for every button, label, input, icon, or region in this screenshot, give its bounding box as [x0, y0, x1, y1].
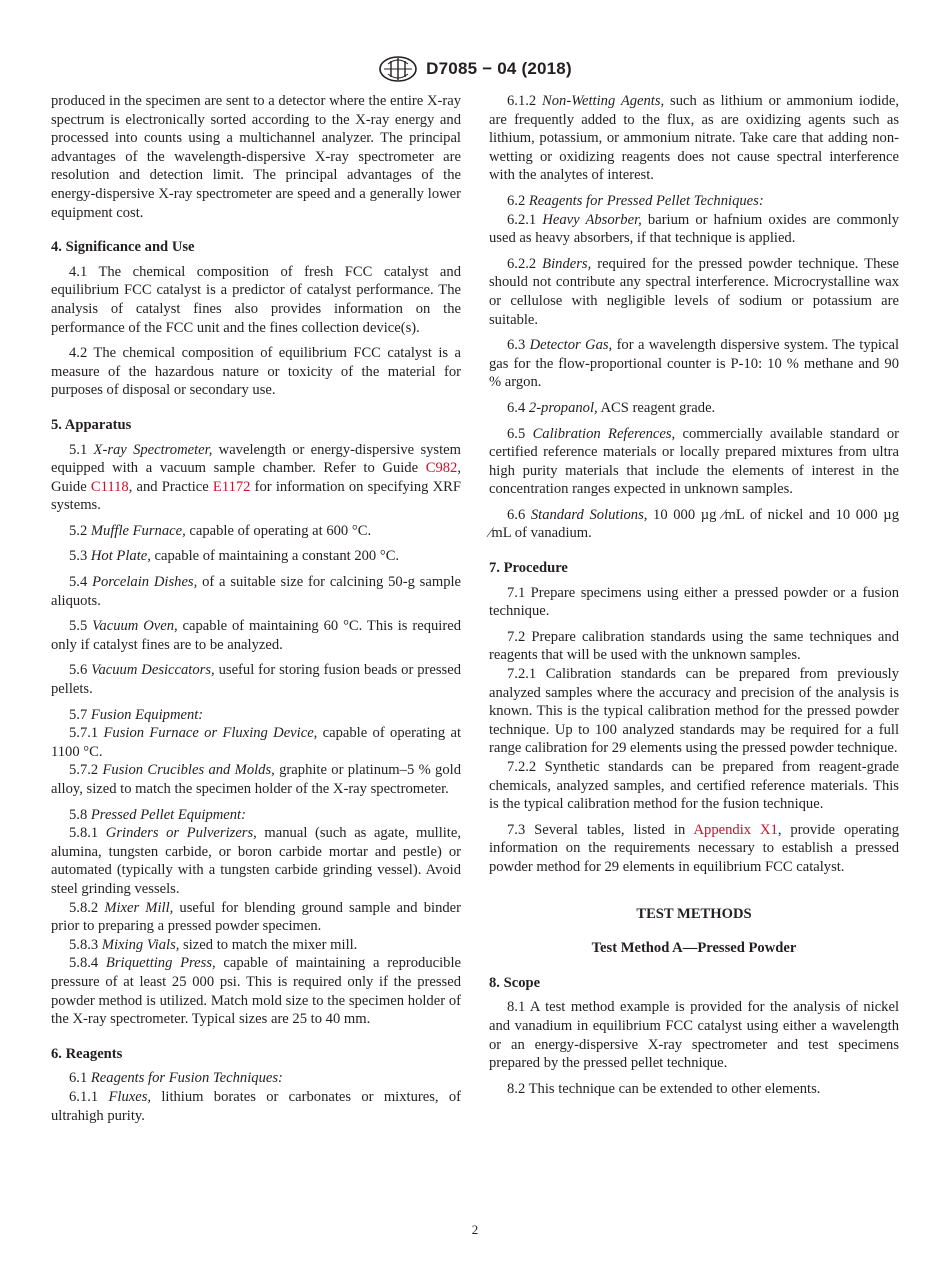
section-heading-5: 5. Apparatus [51, 416, 132, 433]
paragraph-6-1-1 [51, 1088, 461, 1125]
paragraph-6-1 [51, 1069, 461, 1088]
clause-term: 2-propanol, [528, 399, 598, 416]
paragraph-5-5 [51, 617, 461, 654]
test-methods-heading: TEST METHODS [636, 905, 752, 922]
clause-term: Briquetting Press, [105, 955, 216, 972]
clause-text: required for the pressed powder technique. These should not contribute any spectral interference. Microcrystalline wax or cellulose with negligible levels of sodium or potassium are suitable. [489, 255, 900, 328]
clause-term: Mixer Mill, [104, 899, 174, 916]
paragraph-7-2-1: 7.2.1 Calibration standards can be prepared from previously analyzed samples where the accuracy and precision of the analysis is known. This is the typical calibration method for the pressed powder technique. Up to 100 analyzed standards may be required for a full range calibration for 29 elements using the pressed powder technique. [489, 666, 899, 757]
clause-number: 5.7 [69, 706, 91, 723]
clause-term: Hot Plate, [90, 548, 151, 565]
paragraph-6-2-1 [489, 211, 899, 248]
clause-text: useful for storing fusion beads or pressed pellets. [51, 662, 461, 698]
paragraph-5-8-4 [51, 954, 461, 1028]
clause-number: 5.7.2 [69, 762, 103, 779]
clause-text: , and Practice [128, 478, 213, 495]
clause-term: Reagents for Fusion Techniques: [90, 1070, 283, 1087]
clause-number: 6.2.2 [507, 255, 543, 272]
clause-term: Fusion Furnace or Fluxing Device, [103, 725, 318, 742]
clause-text: , Guide [51, 460, 461, 495]
paragraph-5-6 [51, 661, 461, 698]
paragraph-5-8-3 [51, 936, 461, 955]
clause-text: wavelength or energy-dispersive system equipped with a vacuum sample chamber. Refer to Guide [51, 441, 461, 477]
clause-number: 5.5 [69, 618, 93, 635]
clause-text: ACS reagent grade. [597, 399, 716, 416]
clause-term: Fusion Equipment: [90, 706, 204, 723]
clause-number: 5.8 [69, 806, 91, 823]
paragraph-6-4 [489, 399, 899, 418]
clause-term: Pressed Pellet Equipment: [90, 806, 246, 823]
paragraph-5-2 [51, 522, 461, 541]
clause-number: 5.8.2 [69, 899, 105, 916]
clause-text: such as lithium or ammonium iodide, are frequently added to the flux, as are oxidizing agents such as lithium, potassium, or ammonium nitrate. Take care that adding non-wetting or oxidizing reagents does not cause spectral interference with the analytes of interest. [489, 93, 899, 184]
clause-text: capable of maintaining a constant 200 °C. [150, 548, 400, 565]
clause-text: capable of operating at 600 °C. [185, 522, 372, 539]
clause-text: graphite or platinum–5 % gold alloy, sized to match the specimen holder of the X-ray spectrometer. [51, 762, 461, 797]
section-heading-8: 8. Scope [489, 974, 541, 991]
clause-number: 5.4 [69, 574, 93, 591]
clause-number: 5.6 [69, 662, 92, 679]
paragraph-5-8-2 [51, 899, 461, 936]
clause-text: for information on specifying XRF systems. [51, 478, 461, 514]
paragraph-5-7-1 [51, 724, 461, 761]
paragraph-5-8 [51, 806, 461, 825]
clause-number: 6.2 [507, 192, 529, 209]
right-column [489, 92, 899, 1105]
test-method-a-heading: Test Method A—Pressed Powder [591, 940, 797, 957]
ref-link-appendix-x1[interactable]: Appendix X1 [693, 821, 778, 838]
clause-term: Fluxes, [108, 1088, 152, 1105]
clause-number: 6.2.1 [507, 211, 543, 228]
clause-term: Detector Gas, [529, 337, 613, 354]
clause-term: Muffle Furnace, [90, 522, 186, 539]
clause-term: Heavy Absorber, [542, 211, 642, 228]
clause-number: 6.4 [507, 399, 529, 416]
paragraph-5-7-2 [51, 761, 461, 798]
paragraph-8-1: 8.1 A test method example is provided for the analysis of nickel and vanadium in equilibrium FCC catalyst using either a wavelength or an energy-dispersive X-ray spectrometer and test specimens prepared by the pressed pellet technique. [489, 999, 899, 1072]
clause-term: Standard Solutions, [530, 506, 648, 523]
paragraph-7-3 [489, 821, 899, 877]
paragraph-5-8-1 [51, 824, 461, 898]
clause-number: 6.6 [507, 506, 531, 523]
clause-text: for a wavelength dispersive system. The typical gas for the flow-proportional counter is P-10: 10 % methane and 90 % argon. [489, 337, 899, 391]
clause-text: barium or hafnium oxides are commonly used as heavy absorbers, if that technique is applied. [489, 211, 899, 247]
clause-term: Calibration References, [532, 425, 676, 442]
clause-number: 5.3 [69, 548, 91, 565]
clause-term: Non-Wetting Agents, [542, 93, 665, 109]
section-heading-7: 7. Procedure [489, 560, 568, 577]
paragraph-7-2: 7.2 Prepare calibration standards using the same techniques and reagents that will be used with the unknown samples. [489, 628, 899, 664]
paragraph-6-2 [489, 192, 899, 211]
clause-number: 6.1.1 [69, 1088, 109, 1105]
clause-number: 5.7.1 [69, 725, 104, 742]
astm-logo-icon [378, 54, 418, 84]
ref-link-c1118[interactable]: C1118 [90, 478, 129, 495]
clause-text: capable of operating at 1100 °C. [51, 725, 461, 760]
clause-number: 6.1 [69, 1070, 91, 1087]
paragraph-7-2-2: 7.2.2 Synthetic standards can be prepared from reagent-grade chemicals, analyzed samples, and certified reference materials. This is the typical calibration method for the fusion technique. [489, 759, 899, 813]
paragraph-6-1-2 [489, 92, 899, 185]
paragraph-4-1: 4.1 The chemical composition of fresh FCC catalyst and equilibrium FCC catalyst is a predictor of catalyst performance. The analysis of catalyst fines also provides information on the performance of the FCC unit and the fines collection device(s). [51, 263, 461, 336]
clause-number: 6.1.2 [507, 93, 543, 109]
page-number: 2 [471, 1222, 479, 1237]
clause-term: Porcelain Dishes, [92, 574, 198, 591]
section-heading-6: 6. Reagents [51, 1045, 123, 1062]
paragraph-continuation: produced in the specimen are sent to a detector where the entire X-ray spectrum is electronically sorted according to the X-ray energy and processed into counts using a multichannel analyzer. The principal advantages of the wavelength-dispersive X-ray spectrometer are resolution and detection limit. The principal advantages of the energy-dispersive X-ray spectrometer are speed and a generally lower equipment cost. [51, 93, 461, 221]
paragraph-5-1 [51, 441, 461, 515]
paragraph-6-6 [489, 506, 899, 543]
ref-link-c982[interactable]: C982 [425, 460, 458, 477]
clause-number: 5.8.3 [69, 936, 102, 953]
section-heading-4: 4. Significance and Use [51, 239, 195, 256]
clause-term: Binders, [542, 255, 592, 272]
paragraph-6-2-2 [489, 255, 899, 329]
paragraph-5-4 [51, 573, 461, 610]
clause-term: Fusion Crucibles and Molds, [102, 762, 275, 779]
clause-text: 7.3 Several tables, listed in [507, 821, 694, 838]
clause-term: Mixing Vials, [101, 936, 180, 953]
clause-text: capable of maintaining 60 °C. This is required only if catalyst fines are to be analyzed. [51, 618, 461, 653]
paragraph-6-5 [489, 425, 899, 499]
page-header [0, 54, 950, 84]
clause-text: of a suitable size for calcining 50-g sample aliquots. [51, 574, 462, 609]
left-column [51, 92, 461, 1132]
document-id: D7085 − 04 (2018) [426, 59, 572, 78]
paragraph-6-3 [489, 336, 899, 392]
paragraph-5-7 [51, 706, 461, 725]
clause-text: manual (such as agate, mullite, alumina, tungsten carbide, or boron carbide mortar and pestle) or automated (typically with a tungsten carbide grinding vessel). Avoid steel grinding vessels. [51, 825, 461, 897]
clause-term: Vacuum Oven, [92, 618, 178, 635]
clause-term: X-ray Spectrometer, [93, 441, 213, 458]
clause-number: 5.8.4 [69, 955, 106, 972]
clause-term: Reagents for Pressed Pellet Techniques: [528, 192, 764, 209]
clause-text: 10 000 µg ⁄mL of nickel and 10 000 µg ⁄mL of vanadium. [489, 506, 899, 542]
clause-term: Grinders or Pulverizers, [105, 825, 257, 842]
ref-link-e1172[interactable]: E1172 [212, 478, 251, 495]
clause-number: 5.8.1 [69, 825, 106, 842]
paragraph-7-1: 7.1 Prepare specimens using either a pressed powder or a fusion technique. [489, 584, 899, 620]
clause-text: , provide operating information on the requirements necessary to establish a pressed powder method for 29 elements in equilibrium FCC catalyst. [489, 821, 899, 875]
paragraph-5-3 [51, 547, 461, 566]
clause-number: 6.3 [507, 337, 530, 354]
clause-number: 5.2 [69, 522, 91, 539]
clause-text: commercially available standard or certified reference materials or locally prepared mixtures from ultra high purity materials that include the elements of interest in the concentration ranges expected in unknown samples. [489, 425, 899, 498]
paragraph-8-2: 8.2 This technique can be extended to other elements. [507, 1080, 821, 1097]
clause-number: 6.5 [507, 425, 533, 442]
paragraph-4-2: 4.2 The chemical composition of equilibrium FCC catalyst is a measure of the hazardous nature or toxicity of the material for purposes of disposal or secondary use. [51, 345, 461, 399]
clause-term: Vacuum Desiccators, [91, 662, 215, 679]
clause-text: lithium borates or carbonates or mixtures, of ultrahigh purity. [51, 1088, 461, 1124]
clause-text: sized to match the mixer mill. [179, 936, 358, 953]
clause-text: useful for blending ground sample and binder prior to preparing a pressed powder specimen. [51, 899, 461, 935]
clause-number: 5.1 [69, 441, 94, 458]
clause-text: capable of maintaining a reproducible pressure of at least 25 000 psi. This is required only if the pressed powder method is utilized. Match mold size to the specimen holder of the X-ray spectrometer. Typical sizes are 25 to 40 mm. [51, 955, 461, 1028]
